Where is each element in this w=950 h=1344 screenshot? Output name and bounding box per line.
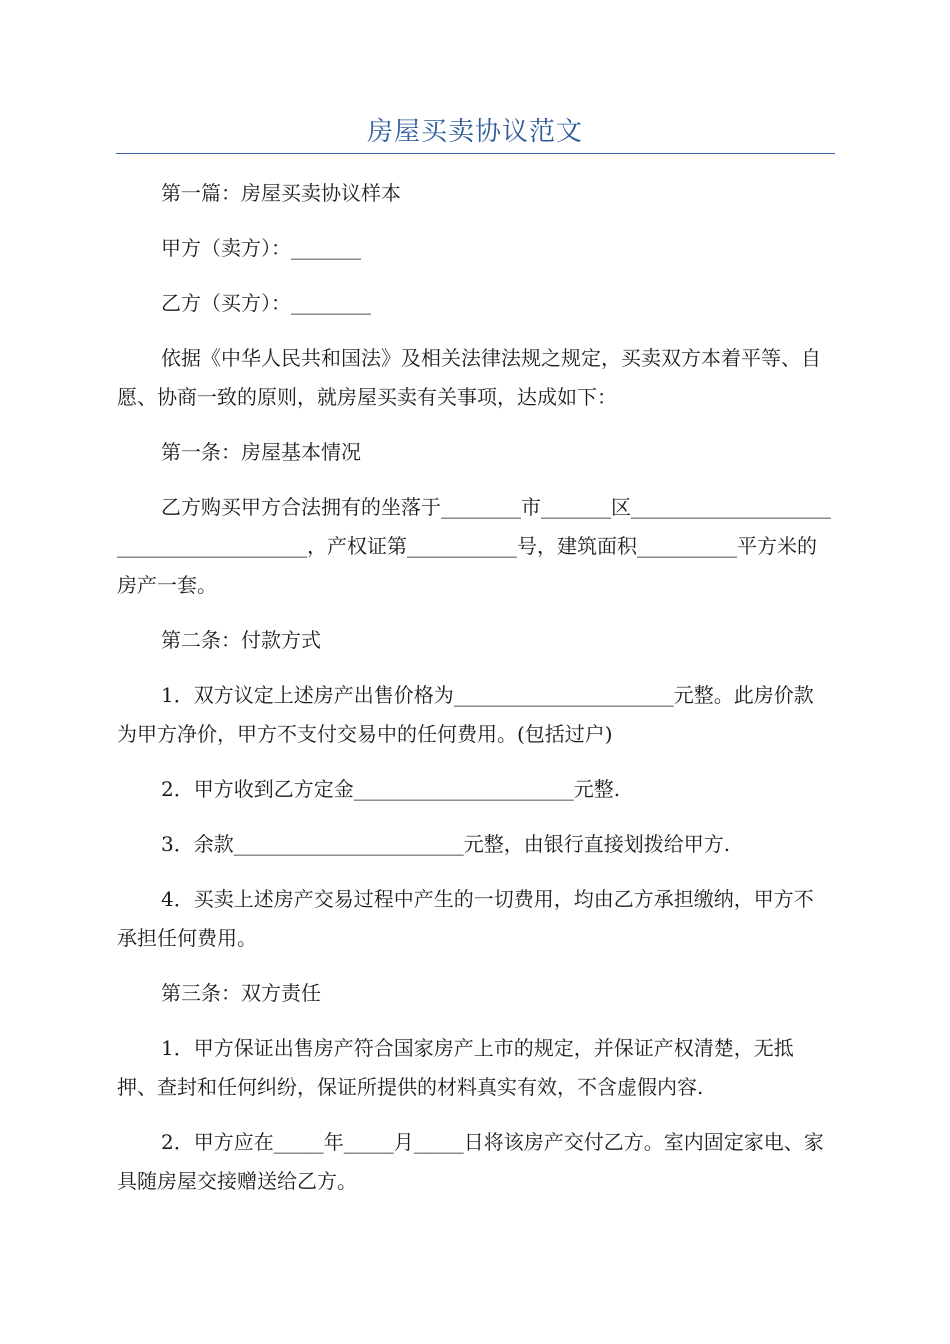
paragraph-payment-1: 1．双方议定上述房产出售价格为______________________元整。此房价款为甲方净价，甲方不支付交易中的任何费用。(包括过户) <box>117 683 814 746</box>
paragraph-party-b: 乙方（买方）：________ <box>161 291 371 315</box>
paragraph-responsibility-1: 1．甲方保证出售房产符合国家房产上市的规定，并保证产权清楚，无抵押、查封和任何纠纷，保证所提供的材料真实有效，不含虚假内容. <box>117 1036 794 1099</box>
paragraph-property-details: 乙方购买甲方合法拥有的坐落于________市_______区_______________________________________，产权证第___________号，建筑面积__________平方米的房产一套。 <box>117 495 831 597</box>
paragraph-section-heading: 第一篇：房屋买卖协议样本 <box>161 181 401 205</box>
paragraph-article-2-heading: 第二条：付款方式 <box>161 628 321 652</box>
paragraph-payment-3: 3．余款_______________________元整，由银行直接划拨给甲方. <box>161 832 731 856</box>
paragraph-party-a: 甲方（卖方）：_______ <box>161 236 361 260</box>
document-title: 房屋买卖协议范文 <box>366 117 583 147</box>
paragraph-preamble: 依据《中华人民共和国法》及相关法律法规之规定，买卖双方本着平等、自愿、协商一致的原则，就房屋买卖有关事项，达成如下： <box>117 346 821 409</box>
title-underline <box>116 153 835 154</box>
paragraph-payment-4: 4．买卖上述房产交易过程中产生的一切费用，均由乙方承担缴纳，甲方不承担任何费用。 <box>117 887 814 950</box>
paragraph-payment-2: 2．甲方收到乙方定金______________________元整. <box>161 777 621 801</box>
paragraph-article-3-heading: 第三条：双方责任 <box>161 981 321 1005</box>
document-body <box>117 174 833 1217</box>
paragraph-article-1-heading: 第一条：房屋基本情况 <box>161 440 361 464</box>
paragraph-responsibility-2: 2．甲方应在_____年_____月_____日将该房产交付乙方。室内固定家电、家具随房屋交接赠送给乙方。 <box>117 1130 824 1193</box>
